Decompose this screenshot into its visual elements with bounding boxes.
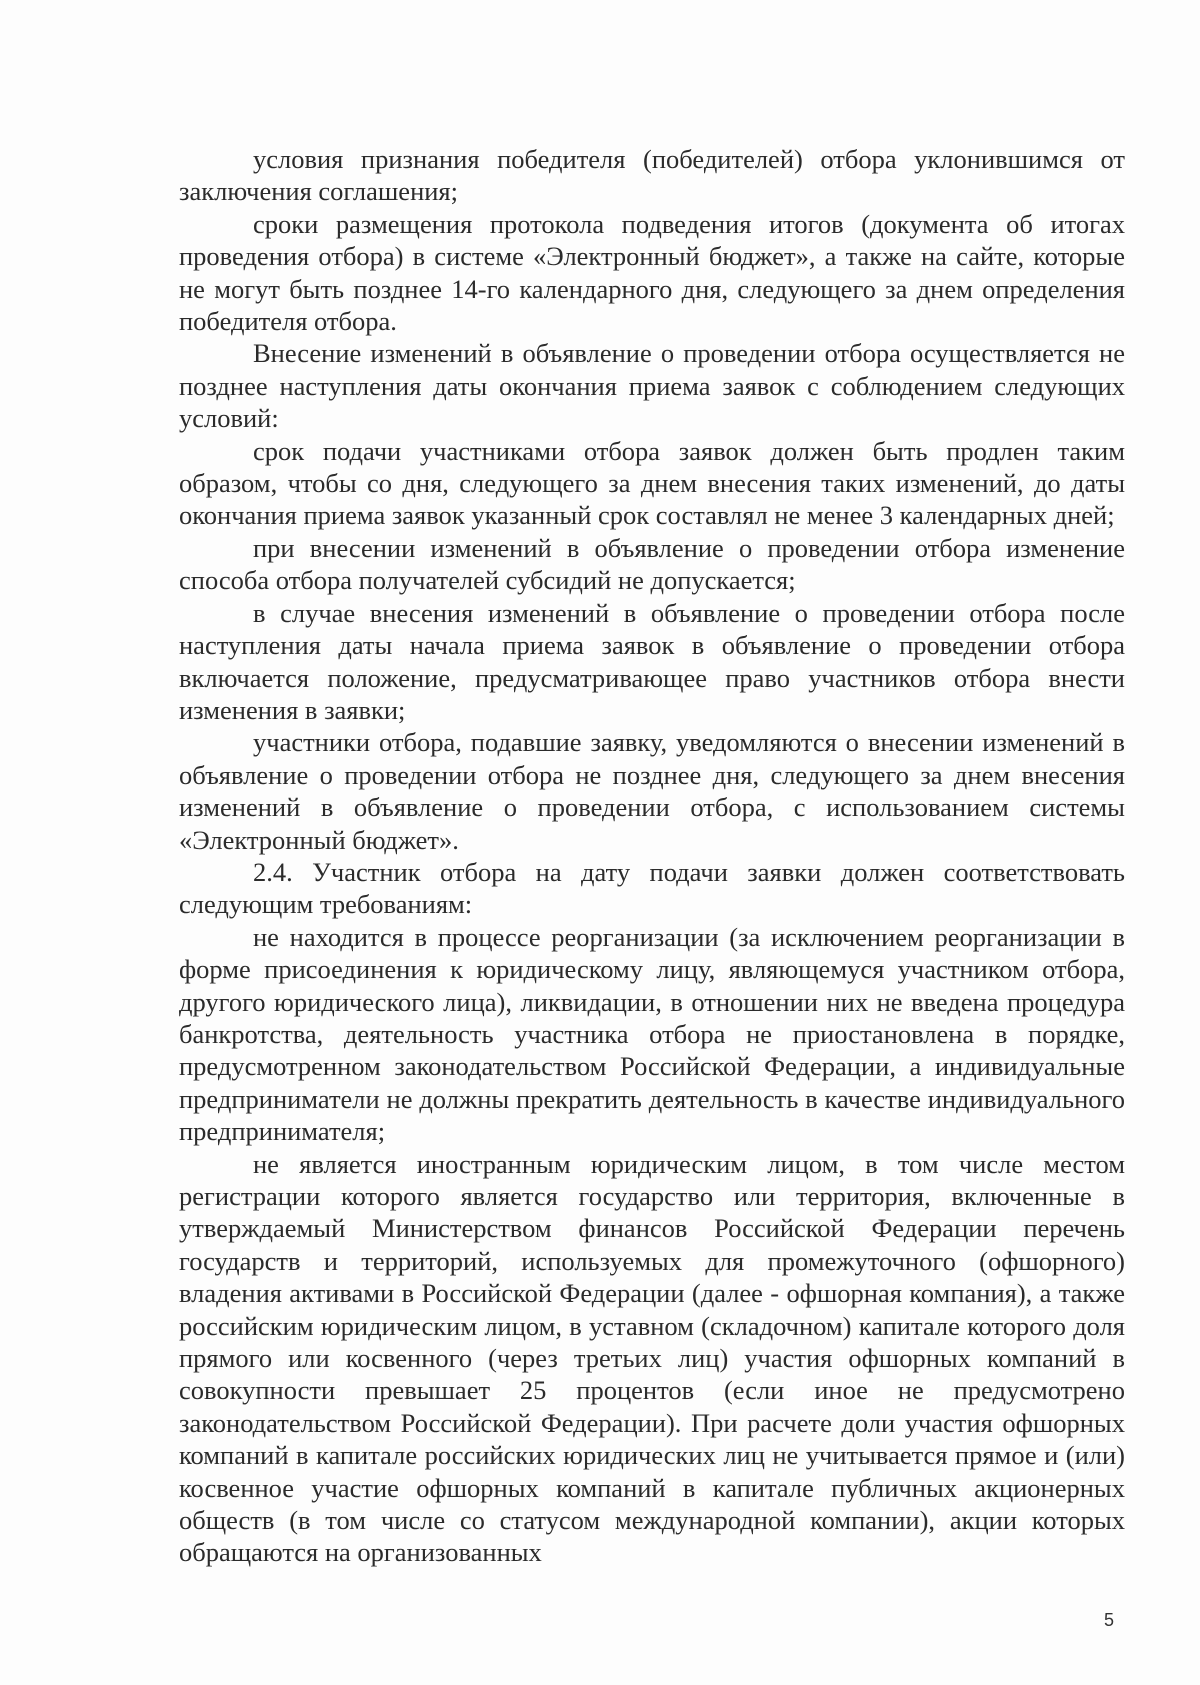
paragraph-participant-notification: участники отбора, подавшие заявку, уведомляются о внесении изменений в объявление о проведении отбора не позднее дня, следующего за днем внесения изменений в объявление о проведении отбора, с использованием системы «Электронный бюджет». — [179, 727, 1125, 855]
paragraph-protocol-deadline: сроки размещения протокола подведения итогов (документа об итогах проведения отбора) в системе «Электронный бюджет», а также на сайте, которые не могут быть позднее 14-го календарного дня, следующего за днем определения победителя отбора. — [179, 208, 1125, 337]
page-number: 5 — [1104, 1610, 1115, 1630]
paragraph-announcement-changes: Внесение изменений в объявление о проведении отбора осуществляется не позднее наступления даты окончания приема заявок с соблюдением следующих условий: — [179, 338, 1125, 434]
paragraph-section-2-4: 2.4. Участник отбора на дату подачи заявки должен соответствовать следующим требованиям: — [179, 856, 1125, 920]
paragraph-winner-evasion: условия признания победителя (победителей) отбора уклонившимся от заключения соглашения; — [179, 144, 1125, 207]
paragraph-reorganization-requirement: не находится в процессе реорганизации (за исключением реорганизации в форме присоединения к юридическому лицу, являющемуся участником отбора, другого юридического лица), ликвидации, в отношении них не введена процедура банкротства, деятельность участника отбора не приостановлена в порядке, предусмотренном законодательством Российской Федерации, а индивидуальные предприниматели не должны прекратить деятельность в качестве индивидуального предпринимателя; — [179, 921, 1125, 1147]
paragraph-offshore-requirement: не является иностранным юридическим лицом, в том числе местом регистрации которого является государство или территория, включенные в утверждаемый Министерством финансов Российской Федерации перечень государств и территорий, используемых для промежуточного (офшорного) владения активами в Российской Федерации (далее - офшорная компания), а также российским юридическим лицом, в уставном (складочном) капитале которого доля прямого или косвенного (через третьих лиц) участия офшорных компаний в совокупности превышает 25 процентов (если иное не предусмотрено законодательством Российской Федерации). При расчете доли участия офшорных компаний в капитале российских юридических лиц не учитывается прямое и (или) косвенное участие офшорных компаний в капитале публичных акционерных обществ (в том числе со статусом международной компании), акции которых обращаются на организованных — [179, 1148, 1125, 1568]
paragraph-selection-method: при внесении изменений в объявление о проведении отбора изменение способа отбора получателей субсидий не допускается; — [179, 532, 1125, 596]
paragraph-submission-extension: срок подачи участниками отбора заявок должен быть продлен таким образом, чтобы со дня, следующего за днем внесения таких изменений, до даты окончания приема заявок указанный срок составлял не менее 3 календарных дней; — [179, 435, 1125, 531]
paragraph-application-changes: в случае внесения изменений в объявление о проведении отбора после наступления даты начала приема заявок в объявление о проведении отбора включается положение, предусматривающее право участников отбора внести изменения в заявки; — [179, 597, 1125, 725]
document-body — [179, 143, 1125, 1569]
